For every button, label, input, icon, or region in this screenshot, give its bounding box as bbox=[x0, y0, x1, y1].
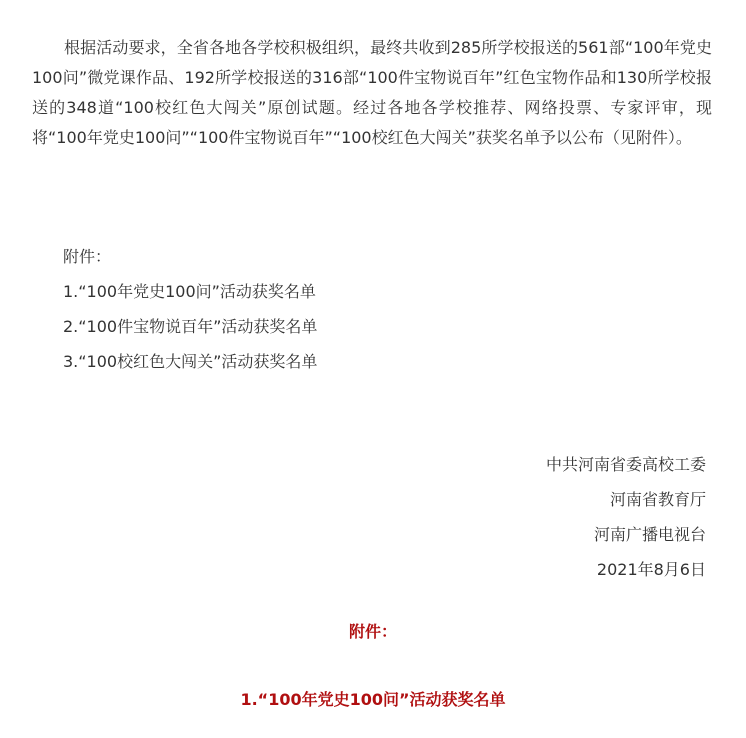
appendix-title: 1.“100年党史100问”活动获奖名单 bbox=[240, 690, 506, 709]
signatory-3: 河南广播电视台 bbox=[593, 525, 706, 544]
attachment-item-3: 3.“100校红色大闯关”活动获奖名单 bbox=[63, 352, 318, 371]
attachment-item-2: 2.“100件宝物说百年”活动获奖名单 bbox=[63, 317, 318, 336]
signatory-1: 中共河南省委高校工委 bbox=[545, 455, 706, 474]
body-paragraph: 根据活动要求，全省各地各学校积极组织，最终共收到285所学校报送的561部“100年党史100问”微党课作品、192所学校报送的316部“100件宝物说百年”红色宝物作品和130所学校报送的348道“100校红色大闯关”原创试题。经过各地各学校推荐、网络投票、专家评审，现将“100年党史100问”“100件宝物说百年”“100校红色大闯关”获奖名单予以公布（见附件）。 bbox=[32, 38, 712, 147]
signatory-2: 河南省教育厅 bbox=[609, 490, 706, 509]
attachment-item-1: 1.“100年党史100问”活动获奖名单 bbox=[63, 282, 316, 301]
document-date: 2021年8月6日 bbox=[596, 560, 706, 579]
attachments-label: 附件： bbox=[63, 247, 112, 266]
appendix-heading: 附件： bbox=[348, 622, 397, 641]
